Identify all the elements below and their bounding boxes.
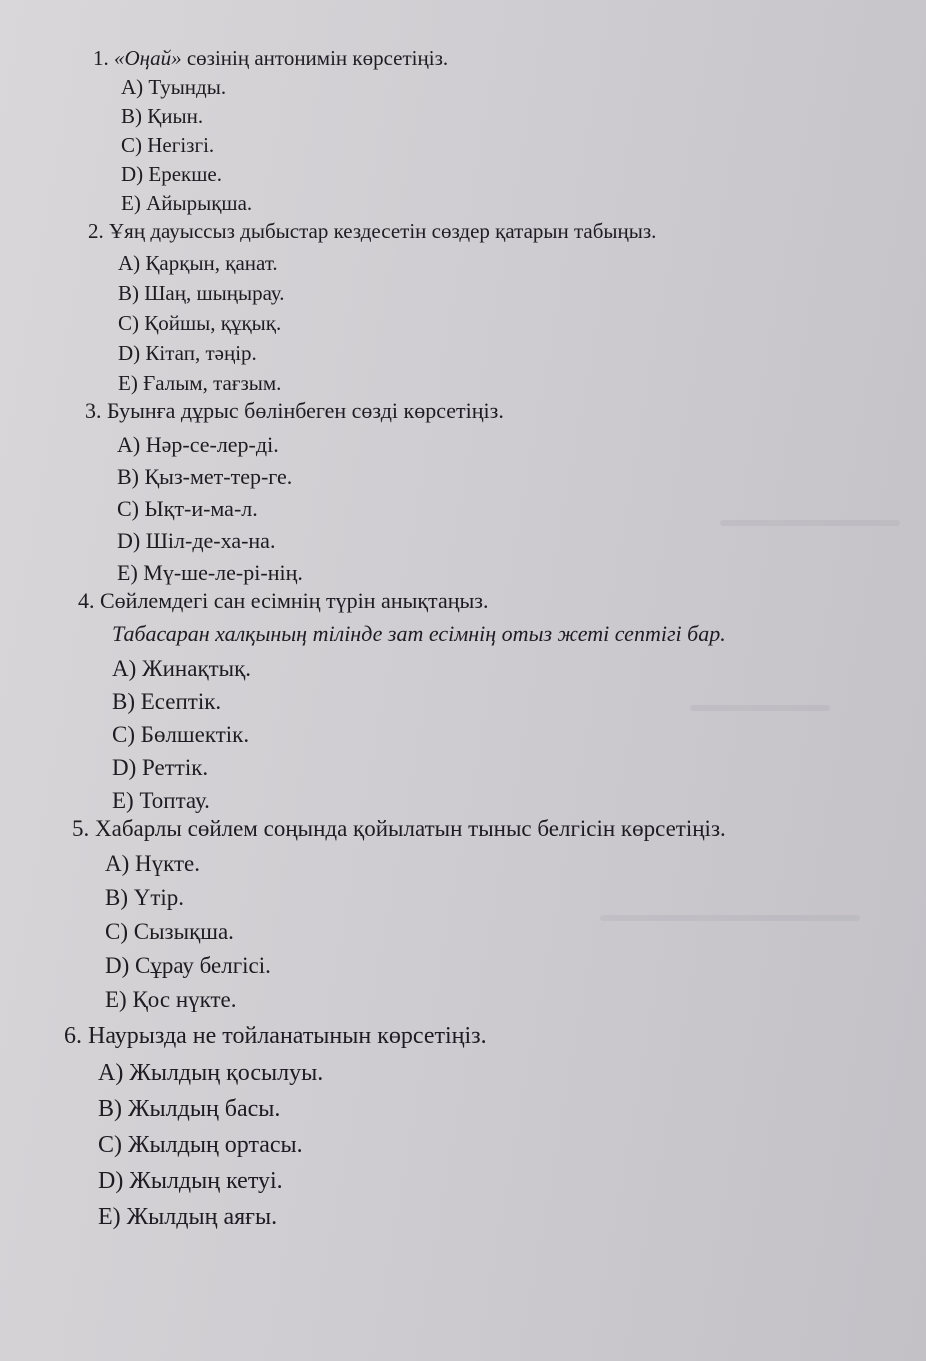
answer-option[interactable]: A) Нәр-се-лер-ді.	[117, 432, 279, 457]
answer-option[interactable]: C) Бөлшектік.	[112, 722, 250, 747]
answer-option[interactable]: C) Жылдың ортасы.	[98, 1132, 303, 1158]
answer-option[interactable]: E) Топтау.	[112, 788, 210, 813]
question-1	[93, 48, 448, 214]
question-6	[64, 1024, 487, 1229]
answer-option[interactable]: D) Сұрау белгісі.	[105, 953, 271, 978]
question-title: 6. Наурызда не тойланатынын көрсетіңіз.	[64, 1023, 487, 1049]
answer-option[interactable]: B) Жылдың басы.	[98, 1096, 281, 1122]
answer-option[interactable]: A) Жинақтық.	[112, 656, 252, 681]
answer-options	[78, 657, 726, 812]
answer-option[interactable]: C) Негізгі.	[121, 133, 215, 157]
question-title: 1. «Оңай» сөзінің антонимін көрсетіңіз.	[93, 46, 449, 70]
question-3	[85, 400, 504, 584]
answer-option[interactable]: A) Жылдың қосылуы.	[98, 1060, 324, 1086]
answer-option[interactable]: D) Ерекше.	[121, 162, 223, 186]
answer-option[interactable]: B) Есептік.	[112, 689, 222, 714]
answer-options	[72, 852, 726, 1011]
answer-option[interactable]: B) Үтір.	[105, 885, 185, 910]
answer-option[interactable]: E) Жылдың аяғы.	[98, 1204, 278, 1230]
answer-option[interactable]: D) Реттік.	[112, 755, 209, 780]
question-title: 3. Буынға дұрыс бөлінбеген сөзді көрсетіңіз.	[85, 398, 504, 423]
answer-option[interactable]: A) Нүкте.	[105, 851, 201, 876]
answer-option[interactable]: E) Айырықша.	[121, 191, 253, 215]
question-title: 5. Хабарлы сөйлем соңында қойылатын тыныс белгісін көрсетіңіз.	[72, 816, 726, 841]
answer-option[interactable]: A) Туынды.	[121, 75, 227, 99]
answer-options	[85, 434, 504, 584]
answer-option[interactable]: E) Ғалым, тағзым.	[118, 371, 282, 395]
answer-option[interactable]: B) Шаң, шыңырау.	[118, 281, 285, 305]
answer-options	[93, 77, 448, 214]
answer-option[interactable]: D) Шіл-де-ха-на.	[117, 528, 276, 553]
answer-option[interactable]: C) Қойшы, құқық.	[118, 311, 282, 335]
answer-option[interactable]: B) Қыз-мет-тер-ге.	[117, 464, 293, 489]
answer-option[interactable]: D) Жылдың кетуі.	[98, 1168, 283, 1194]
question-title: 4. Сөйлемдегі сан есімнің түрін анықтаңыз.	[78, 588, 489, 613]
question-2	[88, 221, 656, 394]
question-4	[78, 590, 726, 812]
answer-option[interactable]: C) Ықт-и-ма-л.	[117, 496, 258, 521]
question-5	[72, 817, 726, 1011]
answer-option[interactable]: D) Кітап, тәңір.	[118, 341, 257, 365]
show-through-mark	[720, 520, 900, 526]
answer-options	[88, 253, 656, 394]
question-keyword: «Оңай»	[114, 46, 182, 70]
answer-option[interactable]: C) Сызықша.	[105, 919, 234, 944]
answer-option[interactable]: B) Қиын.	[121, 104, 204, 128]
question-sentence: Табасаран халқының тілінде зат есімнің отыз жеті септігі бар.	[112, 621, 726, 646]
answer-option[interactable]: A) Қарқын, қанат.	[118, 251, 278, 275]
answer-option[interactable]: E) Қос нүкте.	[105, 987, 237, 1012]
answer-option[interactable]: E) Мү-ше-ле-рі-нің.	[117, 560, 303, 585]
question-title: 2. Ұяң дауыссыз дыбыстар кездесетін сөздер қатарын табыңыз.	[88, 219, 657, 243]
answer-options	[64, 1061, 487, 1229]
